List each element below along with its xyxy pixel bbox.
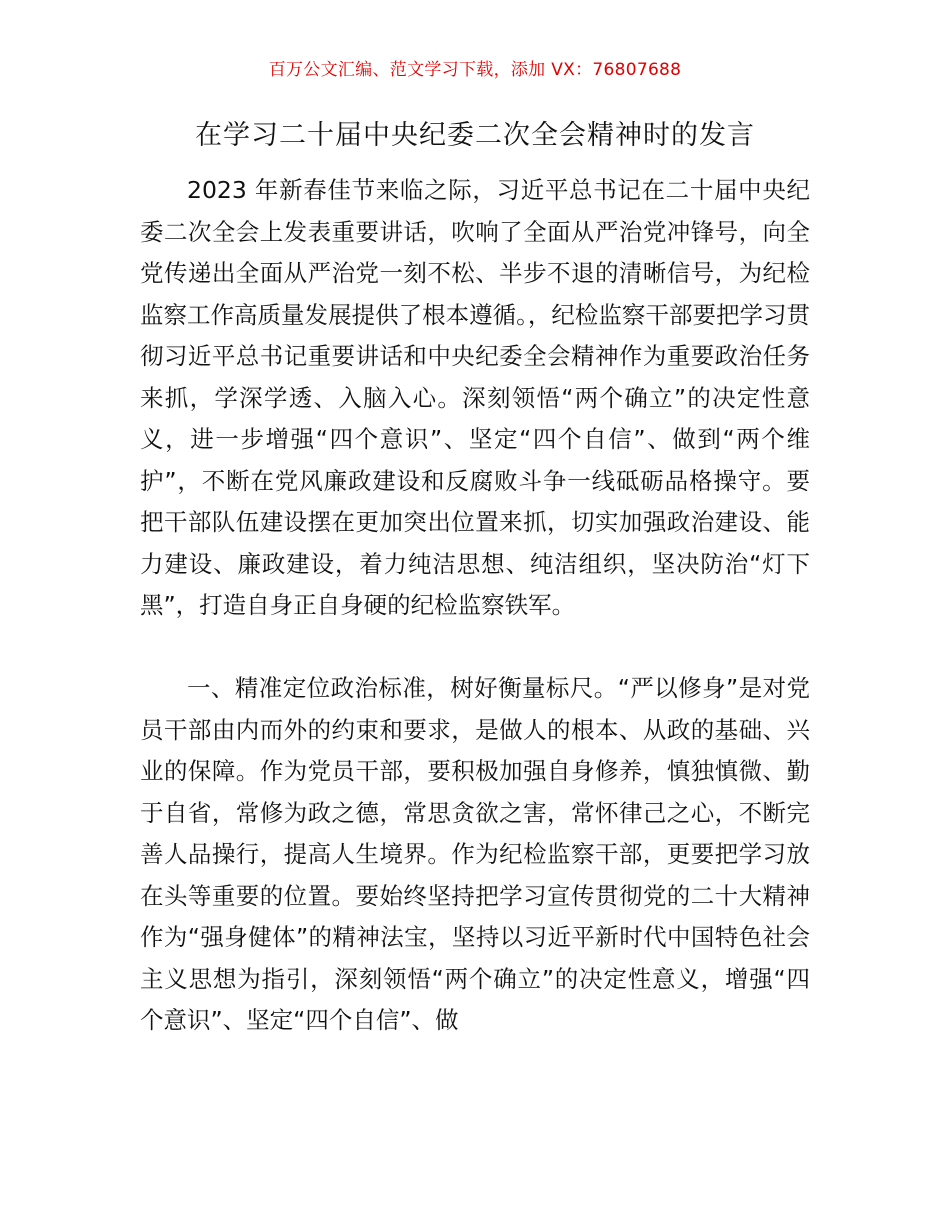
header-ad-text: 百万公文汇编、范文学习下载，添加 VX：76807688 [268,60,682,80]
document-title: 在学习二十届中央纪委二次全会精神时的发言 [195,120,755,151]
body-paragraph: 一、精准定位政治标准，树好衡量标尺。“严以修身”是对党员干部由内而外的约束和要求，是做人的根本、从政的基础、兴业的保障。作为党员干部，要积极加强自身修养，慎独慎微、勤于自省，常修为政之德，常思贪欲之害，常怀律己之心，不断完善人品操行，提高人生境界。作为纪检监察干部，更要把学习放在头等重要的位置。要始终坚持把学习宣传贯彻党的二十大精神作为“强身健体”的精神法宝，坚持以习近平新时代中国特色社会主义思想为指引，深刻领悟“两个确立”的决定性意义，增强“四个意识”、坚定“四个自信”、做 [140,674,810,1034]
body-paragraph: 2023 年新春佳节来临之际，习近平总书记在二十届中央纪委二次全会上发表重要讲话，吹响了全面从严治党冲锋号，向全党传递出全面从严治党一刻不松、半步不退的清晰信号，为纪检监察工作高质量发展提供了根本遵循。，纪检监察干部要把学习贯彻习近平总书记重要讲话和中央纪委全会精神作为重要政治任务来抓，学深学透、入脑入心。深刻领悟“两个确立”的决定性意义，进一步增强“四个意识”、坚定“四个自信”、做到“两个维护”，不断在党风廉政建设和反腐败斗争一线砥砺品格操守。要把干部队伍建设摆在更加突出位置来抓，切实加强政治建设、能力建设、廉政建设，着力纯洁思想、纯洁组织，坚决防治“灯下黑”，打造自身正自身硬的纪检监察铁军。 [140,176,810,619]
document-body [140,170,810,1042]
